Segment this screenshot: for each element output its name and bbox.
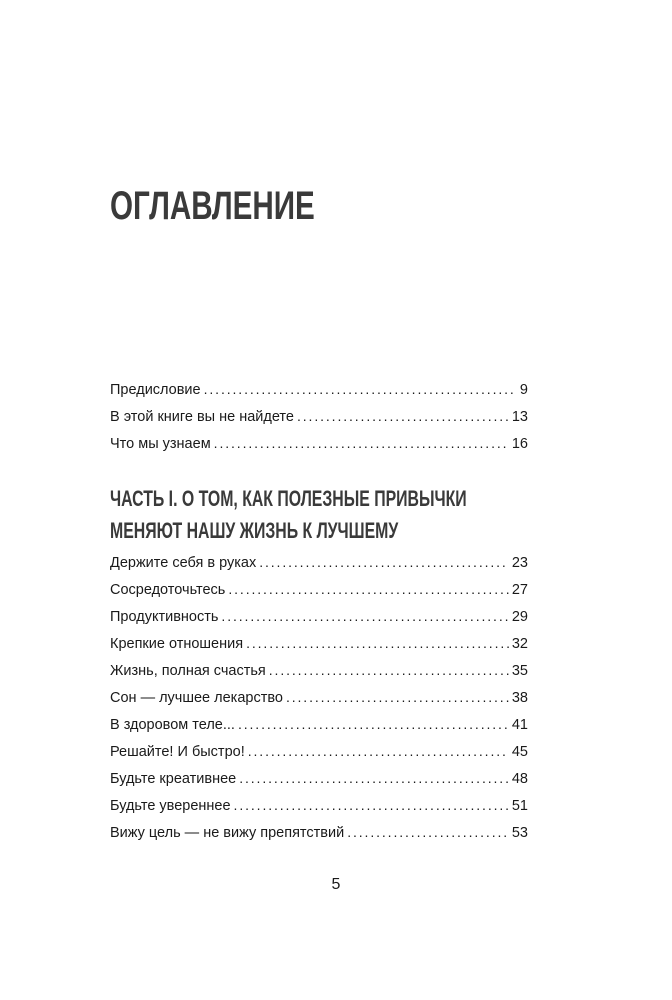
toc-entry-label: Сон — лучшее лекарство <box>110 690 283 706</box>
toc-entry[interactable] <box>110 711 528 738</box>
toc-entry[interactable] <box>110 792 528 819</box>
toc-entry-page: 27 <box>511 582 528 598</box>
part-heading-line-2: МЕНЯЮТ НАШУ ЖИЗНЬ К ЛУЧШЕМУ <box>110 518 399 543</box>
dot-leader <box>214 430 509 457</box>
toc-entry-page: 38 <box>511 690 528 706</box>
toc-entry-page: 32 <box>511 636 528 652</box>
toc-entry-page: 51 <box>511 798 528 814</box>
toc-entry-label: Что мы узнаем <box>110 436 211 452</box>
toc-entry[interactable] <box>110 657 528 684</box>
dot-leader <box>248 738 509 765</box>
toc-entry[interactable] <box>110 765 528 792</box>
toc-entry[interactable] <box>110 684 528 711</box>
dot-leader <box>347 819 509 846</box>
toc-entry-page: 35 <box>511 663 528 679</box>
toc-entry-page: 23 <box>511 555 528 571</box>
toc-entry-label: Жизнь, полная счастья <box>110 663 266 679</box>
dot-leader <box>204 376 517 403</box>
dot-leader <box>234 792 509 819</box>
toc-entry-page: 9 <box>519 382 528 398</box>
toc-entry-label: В этой книге вы не найдете <box>110 409 294 425</box>
dot-leader <box>286 684 509 711</box>
dot-leader <box>239 765 509 792</box>
toc-entry-page: 16 <box>511 436 528 452</box>
toc-entry-page: 29 <box>511 609 528 625</box>
page-title: ОГЛАВЛЕНИЕ <box>110 184 315 228</box>
toc-entry-page: 48 <box>511 771 528 787</box>
toc-entry-label: Решайте! И быстро! <box>110 744 245 760</box>
toc-entry-label: Крепкие отношения <box>110 636 244 652</box>
toc-entry-page: 13 <box>511 409 528 425</box>
toc-entry[interactable] <box>110 630 528 657</box>
dot-leader <box>259 549 509 576</box>
toc-entry[interactable] <box>110 549 528 576</box>
toc-entry[interactable] <box>110 819 528 846</box>
toc-entry-page: 45 <box>511 744 528 760</box>
toc-entry-label: Будьте увереннее <box>110 798 231 814</box>
footer-page-number: 5 <box>331 876 341 893</box>
toc-entry[interactable] <box>110 430 528 457</box>
toc-entry-page: 41 <box>511 717 528 733</box>
toc-entry-label: В здоровом теле... <box>110 717 235 733</box>
dot-leader <box>269 657 509 684</box>
dot-leader <box>221 603 508 630</box>
toc-entry-label: Будьте креативнее <box>110 771 237 787</box>
toc-entry[interactable] <box>110 603 528 630</box>
dot-leader <box>238 711 509 738</box>
toc-entry-label: Сосредоточьтесь <box>110 582 226 598</box>
toc-part1-list <box>110 549 528 846</box>
toc-intro-list <box>110 376 528 457</box>
part-heading-line-1: ЧАСТЬ I. О ТОМ, КАК ПОЛЕЗНЫЕ ПРИВЫЧКИ <box>110 486 467 511</box>
dot-leader <box>297 403 509 430</box>
toc-entry-label: Вижу цель — не вижу препятствий <box>110 825 345 841</box>
toc-entry[interactable] <box>110 403 528 430</box>
dot-leader <box>246 630 509 657</box>
toc-entry[interactable] <box>110 738 528 765</box>
part-heading <box>110 483 467 547</box>
toc-entry-page: 53 <box>511 825 528 841</box>
toc-entry[interactable] <box>110 376 528 403</box>
toc-entry-label: Держите себя в руках <box>110 555 257 571</box>
dot-leader <box>228 576 509 603</box>
toc-entry-label: Предисловие <box>110 382 201 398</box>
toc-entry-label: Продуктивность <box>110 609 219 625</box>
toc-entry[interactable] <box>110 576 528 603</box>
